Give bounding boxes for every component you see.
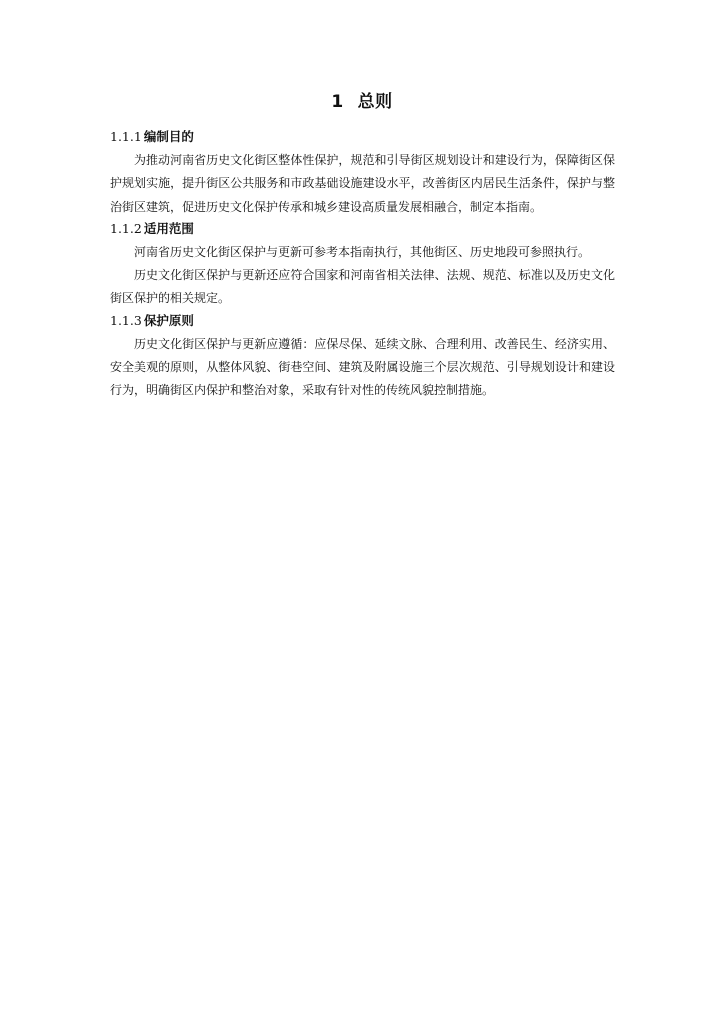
section-number: 1.1.2 bbox=[110, 220, 142, 236]
chapter-number: 1 bbox=[331, 92, 344, 112]
section-title: 适用范围 bbox=[143, 220, 194, 236]
section-number: 1.1.3 bbox=[110, 312, 142, 328]
section-purpose bbox=[110, 128, 615, 219]
section-principles bbox=[110, 312, 615, 403]
paragraph: 为推动河南省历史文化街区整体性保护，规范和引导街区规划设计和建设行为，保障街区保护规划实施，提升街区公共服务和市政基础设施建设水平，改善街区内居民生活条件，保护与整治街区建筑，促进历史文化保护传承和城乡建设高质量发展相融合，制定本指南。 bbox=[110, 153, 615, 214]
section-title: 保护原则 bbox=[143, 312, 194, 328]
paragraph: 河南省历史文化街区保护与更新可参考本指南执行，其他街区、历史地段可参照执行。 bbox=[134, 244, 591, 259]
section-title: 编制目的 bbox=[143, 129, 194, 144]
section-number: 1.1.1 bbox=[110, 129, 142, 144]
section-heading bbox=[110, 128, 615, 146]
chapter-title-text: 总则 bbox=[357, 92, 393, 112]
section-heading bbox=[110, 312, 615, 330]
paragraph: 历史文化街区保护与更新还应符合国家和河南省相关法律、法规、规范、标准以及历史文化街区保护的相关规定。 bbox=[110, 268, 615, 306]
section-heading bbox=[110, 220, 615, 238]
section-scope bbox=[110, 220, 615, 311]
document-body bbox=[110, 128, 615, 404]
paragraph: 历史文化街区保护与更新应遵循：应保尽保、延续文脉、合理利用、改善民生、经济实用、安全美观的原则，从整体风貌、街巷空间、建筑及附属设施三个层次规范、引导规划设计和建设行为，明确街区内保护和整治对象，采取有针对性的传统风貌控制措施。 bbox=[110, 336, 615, 398]
chapter-title bbox=[0, 90, 724, 114]
